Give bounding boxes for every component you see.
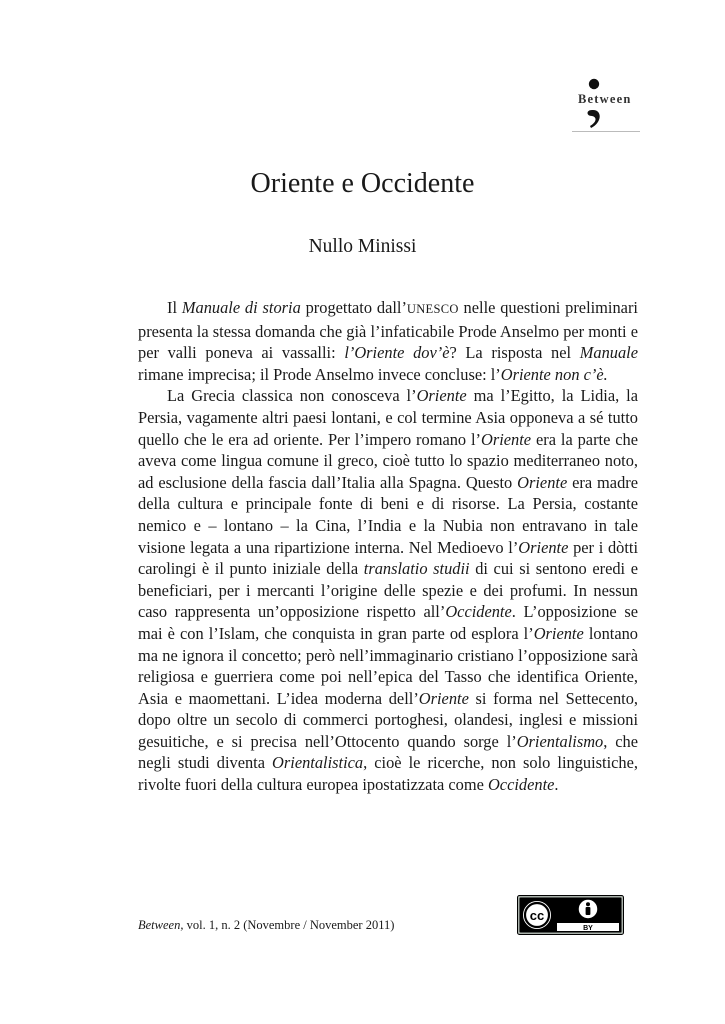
text-run: si forma nel Settecento, dopo oltre un secolo di commerci portoghesi, olandesi, inglesi e missioni gesuitiche, e si precisa nell’Ottocento quando sorge l’	[138, 688, 638, 751]
logo-text: Between	[578, 92, 632, 106]
cc-by-license-badge[interactable]	[517, 895, 624, 935]
italic-term: Orientalistica	[272, 753, 364, 773]
text-run: ma l’Egitto, la Lidia, la Persia, vagamente altri paesi lontani, e col termine Asia opponeva a sé tutto quello che le era ad oriente. Per l’impero romano l’	[138, 386, 638, 449]
text-run: nelle questioni preliminari presenta la stessa domanda che già l’infaticabile Prode Anselmo per monti e per valli poneva ai vassalli:	[138, 298, 638, 363]
italic-term: Oriente non c’è.	[500, 364, 608, 384]
italic-term: Occidente	[487, 775, 555, 795]
text-run: , che negli studi diventa	[138, 731, 638, 773]
svg-text:cc: cc	[529, 908, 545, 923]
text-run: di cui si sentono eredi e beneficiari, per i mercanti l’origine delle spezie e dei profumi. In nessun caso rappresenta un’opposizione rispetto all’	[138, 559, 638, 622]
text-run: Il	[167, 298, 182, 317]
article-author: Nullo Minissi	[308, 236, 417, 257]
italic-term: Orientalismo	[516, 731, 604, 751]
text-run: La Grecia classica non conosceva l’	[167, 386, 417, 406]
creative-commons-icon	[522, 900, 552, 930]
attribution-icon	[578, 899, 598, 919]
italic-term: Oriente	[418, 688, 469, 708]
paragraph	[138, 385, 638, 795]
journal-name: Between,	[138, 918, 184, 932]
italic-term: translatio studii	[363, 559, 470, 579]
text-run: . L’opposizione se mai è con l’Islam, che conquista in gran parte od esplora l’	[138, 602, 638, 643]
text-run: lontano ma ne ignora il concetto; però nell’immaginario cristiano l’opposizione sarà religiosa e guerriera come poi nell’epica del Tasso che identifica Oriente, Asia e maomettani. L’idea moderna dell’	[138, 623, 638, 708]
text-run: , cioè le ricerche, non solo linguistiche, rivolte fuori della cultura europea ipostatizzata come	[138, 753, 638, 795]
text-run: progettato dall’	[300, 298, 407, 317]
article-title: Oriente e Occidente	[250, 168, 475, 199]
issue-info: vol. 1, n. 2 (Novembre / November 2011)	[183, 918, 395, 932]
between-logo	[572, 76, 642, 134]
logo-divider	[572, 131, 640, 132]
italic-term: l’Oriente dov’è	[344, 343, 450, 363]
text-run: era madre della cultura e principale fonte di beni e di risorse. La Persia, costante nemico e – lontano – la Cina, l’India e la Nubia non entravano in tale visione legata a una ripartizione interna. Nel Medioevo l’	[138, 472, 638, 557]
text-run: era la parte che aveva come lingua comune il greco, cioè tutto lo spazio mediterraneo noto, ad esclusione della fascia dall’Italia alla Spagna. Questo	[138, 429, 638, 492]
italic-term: Oriente	[517, 472, 568, 492]
italic-term: Oriente	[481, 429, 532, 449]
text-run: .	[554, 775, 559, 795]
paragraph	[138, 297, 638, 385]
text-run: rimane imprecisa; il Prode Anselmo invece concluse: l’	[138, 364, 501, 384]
small-caps-term: UNESCO	[406, 302, 459, 316]
italic-term: Occidente	[445, 602, 512, 622]
italic-term: Oriente	[416, 386, 467, 406]
by-label: BY	[583, 925, 593, 932]
text-run: per i dòtti carolingi è il punto iniziale della	[138, 537, 639, 579]
article-body	[138, 297, 638, 796]
text-run: ? La risposta nel	[449, 343, 580, 363]
journal-citation	[138, 918, 394, 933]
italic-term: Manuale di storia	[181, 298, 301, 317]
italic-term: Oriente	[518, 537, 569, 557]
italic-term: Manuale	[579, 343, 638, 363]
italic-term: Oriente	[533, 623, 584, 643]
